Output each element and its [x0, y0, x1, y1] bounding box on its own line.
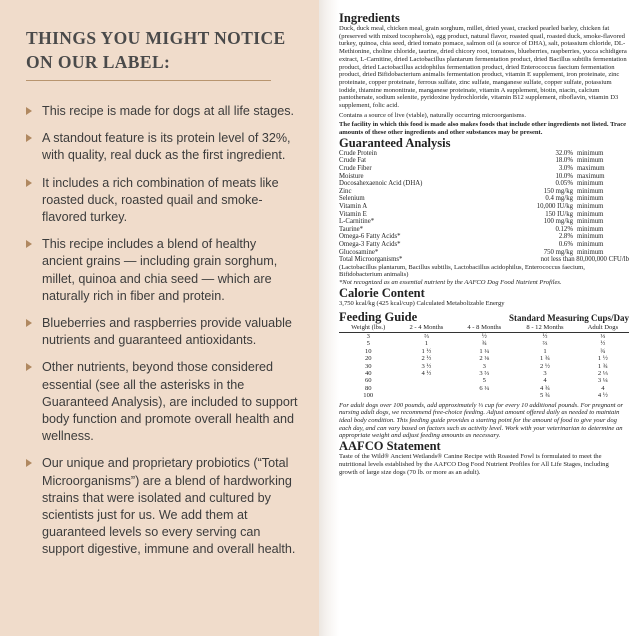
- feeding-cell: [398, 392, 456, 399]
- analysis-row: [339, 180, 629, 188]
- analysis-amount: 3.0%: [558, 165, 573, 173]
- analysis-qualifier: minimum: [577, 240, 604, 248]
- analysis-qualifier: minimum: [577, 203, 604, 210]
- feeding-cell: 1: [543, 347, 547, 355]
- feeding-cell: 3 ½: [421, 362, 432, 370]
- analysis-qualifier: minimum: [577, 180, 604, 188]
- label-callout-panel: [0, 0, 319, 636]
- facility-note: The facility in which this food is made also makes foods that include other ingredients not listed. Trace amounts of these other ingredients and other substances may be present.: [339, 121, 627, 137]
- analysis-nutrient: Moisture: [339, 172, 364, 180]
- analysis-nutrient: Omega-3 Fatty Acids*: [339, 240, 401, 248]
- analysis-qualifier: minimum: [577, 187, 604, 195]
- nutrition-label: [339, 12, 629, 632]
- feeding-row: [339, 355, 629, 362]
- analysis-nutrient: Docosahexaenoic Acid (DHA): [339, 180, 423, 188]
- feeding-cell: ⅔: [423, 332, 429, 340]
- analysis-row: [339, 211, 629, 219]
- calorie-content-text: 3,750 kcal/kg (425 kcal/cup) Calculated Metabolizable Energy: [339, 299, 505, 307]
- feeding-cell: ⅓: [600, 332, 606, 340]
- callout-text: It includes a rich combination of meats like roasted duck, roasted quail and smoke-flavored turkey.: [42, 175, 279, 225]
- analysis-amount: 18.0%: [555, 157, 573, 165]
- feeding-cell: 5: [366, 340, 370, 348]
- feeding-row: [339, 348, 629, 355]
- analysis-row: [339, 165, 629, 173]
- feeding-guide-header: [339, 311, 629, 324]
- aafco-heading: AAFCO Statement: [339, 439, 441, 454]
- analysis-qualifier: maximum: [577, 172, 605, 180]
- feeding-cell: 30: [364, 362, 372, 370]
- feeding-column-header: 2 - 4 Months: [398, 324, 456, 333]
- triangle-bullet-icon: [26, 319, 32, 327]
- feeding-column-header: Weight (lbs.): [339, 324, 398, 333]
- triangle-bullet-icon: [26, 107, 32, 115]
- analysis-row: [339, 195, 629, 203]
- analysis-qualifier: minimum: [577, 210, 604, 218]
- analysis-nutrient: Zinc: [339, 187, 352, 195]
- analysis-nutrient: Taurine*: [339, 225, 364, 233]
- callout-item: [26, 359, 298, 445]
- analysis-amount: 10,000 IU/kg: [536, 203, 573, 210]
- feeding-cell: 10: [364, 347, 372, 355]
- callout-text: Our unique and proprietary probiotics (“Total Microorganisms”) are a blend of hardworking strains that were isolated and cultured by scientists just for us. We add them at guaranteed levels so every serving can support digestive, immune and overall health.: [42, 456, 296, 557]
- callout-text: Blueberries and raspberries provide valuable nutrients and guaranteed antioxidants.: [42, 316, 292, 348]
- feeding-guide-subtitle: Standard Measuring Cups/Day: [508, 312, 629, 323]
- microorganisms-row: [339, 256, 629, 264]
- feeding-cell: 2 ½: [421, 355, 432, 363]
- feeding-cell: 80: [364, 384, 372, 392]
- guaranteed-analysis-table: [339, 150, 629, 256]
- analysis-row: [339, 226, 629, 234]
- feeding-cell: 100: [363, 392, 374, 400]
- feeding-cell: 4 ¾: [540, 384, 550, 392]
- callout-item: [26, 175, 298, 227]
- analysis-amount: 0.12%: [555, 225, 573, 233]
- feeding-cell: 4: [543, 377, 547, 385]
- feeding-cell: 20: [364, 355, 372, 363]
- feeding-cell: 3: [543, 370, 547, 377]
- microorganisms-label: Total Microorganisms*: [339, 256, 403, 264]
- analysis-nutrient: Vitamin A: [339, 203, 368, 210]
- callout-item: [26, 130, 298, 164]
- callout-item: [26, 236, 298, 305]
- feeding-cell: 1 ½: [597, 355, 608, 363]
- live-microorganisms-note: Contains a source of live (viable), naturally occurring microorganisms.: [339, 111, 527, 119]
- feeding-cell: 2 ⅓: [597, 370, 608, 377]
- heading-divider: [26, 80, 271, 81]
- feeding-cell: [398, 385, 456, 392]
- feeding-cell: ½: [600, 340, 606, 348]
- analysis-row: [339, 218, 629, 226]
- ingredients-heading: Ingredients: [339, 12, 400, 25]
- guaranteed-analysis-heading: Guaranteed Analysis: [339, 135, 451, 150]
- analysis-amount: 150 IU/kg: [545, 210, 573, 218]
- feeding-row: [339, 340, 629, 347]
- page-fold-shadow: [319, 0, 339, 636]
- analysis-amount: 0.4 mg/kg: [545, 195, 573, 203]
- feeding-row: [339, 385, 629, 392]
- analysis-nutrient: Crude Fiber: [339, 165, 372, 173]
- ga-footnote: *Not recognized as an essential nutrient by the AAFCO Dog Food Nutrient Profiles.: [339, 279, 562, 287]
- feeding-cell: ¾: [481, 340, 487, 348]
- analysis-nutrient: Crude Fat: [339, 157, 366, 165]
- analysis-row: [339, 188, 629, 196]
- analysis-nutrient: Crude Protein: [339, 149, 377, 157]
- analysis-qualifier: minimum: [577, 218, 604, 226]
- callout-item: [26, 103, 298, 120]
- analysis-row: [339, 249, 629, 257]
- analysis-nutrient: Vitamin E: [339, 210, 367, 218]
- feeding-cell: ⅔: [542, 340, 548, 348]
- feeding-cell: 2 ½: [540, 362, 550, 370]
- feeding-row: [339, 332, 629, 340]
- triangle-bullet-icon: [26, 363, 32, 371]
- analysis-qualifier: minimum: [577, 157, 604, 165]
- analysis-qualifier: maximum: [577, 165, 605, 173]
- callout-list: [26, 103, 298, 569]
- analysis-amount: 32.0%: [555, 149, 573, 157]
- analysis-row: [339, 203, 629, 211]
- feeding-cell: [398, 377, 456, 384]
- callout-text: This recipe includes a blend of healthy ancient grains — including grain sorghum, millet, quinoa and chia seed — which are naturally rich in fiber and protein.: [42, 237, 278, 303]
- feeding-cell: 3: [366, 332, 370, 340]
- feeding-guide-table: [339, 324, 629, 400]
- analysis-nutrient: Glucosamine*: [339, 248, 379, 256]
- triangle-bullet-icon: [26, 134, 32, 142]
- microorganisms-detail: (Lactobacillus plantarum, Bacillus subtilis, Lactobacillus acidophilus, Enterococcus faecium, Bifidobacterium animalis): [339, 263, 585, 279]
- feeding-cell: 1: [424, 340, 429, 348]
- analysis-amount: 750 mg/kg: [543, 248, 573, 256]
- feeding-cell: 6 ¼: [479, 384, 490, 392]
- analysis-amount: 150 mg/kg: [543, 187, 573, 195]
- feeding-cell: 1 ¾: [540, 355, 550, 363]
- feeding-cell: 4 ½: [597, 392, 608, 400]
- analysis-row: [339, 173, 629, 181]
- analysis-amount: 2.8%: [558, 233, 573, 241]
- triangle-bullet-icon: [26, 459, 32, 467]
- triangle-bullet-icon: [26, 240, 32, 248]
- analysis-nutrient: Selenium: [339, 195, 365, 203]
- feeding-cell: [455, 392, 513, 399]
- feeding-cell: 5: [482, 377, 486, 385]
- feeding-cell: ½: [542, 332, 548, 340]
- triangle-bullet-icon: [26, 179, 32, 187]
- analysis-amount: 100 mg/kg: [543, 218, 573, 226]
- analysis-nutrient: Omega-6 Fatty Acids*: [339, 233, 401, 241]
- panel-heading: THINGS YOU MIGHT NOTICE ON OUR LABEL:: [26, 28, 286, 72]
- feeding-cell: 3 ⅔: [479, 370, 490, 377]
- analysis-amount: 0.05%: [555, 180, 573, 188]
- callout-text: This recipe is made for dogs at all life stages.: [42, 104, 294, 118]
- feeding-guide-note: For adult dogs over 100 pounds, add approximately ⅓ cup for every 10 additional pounds. For pregnant or nursing adult dogs, we recommend free-choice feeding. Adjust amount offered daily as needed to maintain ideal body condition. This feeding guide provides a starting point for the amount of food to give your dog each day, and can vary based on factors such as activity level. Work with your veterinarian to determine an appropriate weight and adjust feeding amounts as necessary.: [339, 401, 624, 440]
- ingredients-text: Duck, duck meal, chicken meal, grain sorghum, millet, dried yeast, cracked pearled barley, chicken fat (preserved with mixed tocopherols), egg product, natural flavor, roasted quail, roasted duck, smoke-flavored turkey, quinoa, chia seed, dried tomato pomace, salmon oil (a source of DHA), salt, potassium chloride, DL-Methionine, choline chloride, taurine, dried chicory root, tomatoes, blueberries, raspberries, yucca schidigera extract, L-Carnitine, dried Lactobacillus plantarum fermentation product, dried Bacillus subtilis fermentation product, dried Lactobacillus acidophilus fermentation product, dried Enterococcus faecium fermentation product, dried Bifidobacterium animalis fermentation product, vitamin E supplement, iron proteinate, zinc proteinate, copper proteinate, ferrous sulfate, zinc sulfate, manganese sulfate, copper sulfate, potassium iodide, thiamine mononitrate, manganese proteinate, vitamin A supplement, biotin, niacin, calcium pantothenate, sodium selenite, pyridoxine hydrochloride, vitamin B12 supplement, riboflavin, vitamin D3 supplement, folic acid.: [339, 25, 627, 110]
- feeding-cell: 2 ⅛: [479, 355, 490, 363]
- aafco-text: Taste of the Wild® Ancient Wetlands® Canine Recipe with Roasted Fowl is formulated to meet the nutritional levels established by the AAFCO Dog Food Nutrient Profiles for All Life Stages, including growth of large size dogs (70 lb. or more as an adult).: [339, 453, 609, 476]
- feeding-column-header: 4 - 8 Months: [455, 324, 513, 333]
- feeding-guide-heading: Feeding Guide: [339, 309, 418, 324]
- analysis-amount: 0.6%: [558, 240, 573, 248]
- analysis-qualifier: minimum: [577, 225, 604, 233]
- analysis-amount: 10.0%: [555, 172, 573, 180]
- feeding-cell: 5 ¾: [540, 392, 550, 400]
- feeding-column-header: Adult Dogs: [577, 324, 629, 333]
- feeding-column-header: 8 - 12 Months: [513, 324, 577, 333]
- analysis-nutrient: L-Carnitine*: [339, 218, 375, 226]
- feeding-cell: 4 ½: [421, 370, 432, 377]
- analysis-qualifier: minimum: [577, 195, 604, 203]
- feeding-cell: 1 ½: [421, 347, 432, 355]
- feeding-cell: 4: [601, 384, 605, 392]
- callout-text: A standout feature is its protein level of 32%, with quality, real duck as the first ingredient.: [42, 131, 291, 163]
- feeding-cell: 3: [482, 362, 486, 370]
- feeding-cell: 3 ¼: [597, 377, 608, 385]
- calorie-content-heading: Calorie Content: [339, 285, 425, 300]
- feeding-cell: 1 ¾: [597, 362, 608, 370]
- feeding-row: [339, 363, 629, 370]
- analysis-qualifier: minimum: [577, 149, 604, 157]
- analysis-row: [339, 157, 629, 165]
- feeding-cell: ¾: [600, 347, 606, 355]
- feeding-cell: ½: [481, 332, 487, 340]
- feeding-row: [339, 370, 629, 377]
- callout-item: [26, 315, 298, 349]
- feeding-row: [339, 392, 629, 399]
- feeding-row: [339, 377, 629, 384]
- analysis-qualifier: minimum: [577, 248, 604, 256]
- callout-text: Other nutrients, beyond those considered essential (see all the asterisks in the Guaranteed Analysis), are included to support body function and promote overall health and wellness.: [42, 360, 298, 444]
- microorganisms-value: not less than 80,000,000 CFU/lb: [540, 256, 629, 264]
- feeding-cell: 1 ¼: [479, 347, 490, 355]
- analysis-qualifier: minimum: [577, 233, 604, 241]
- analysis-row: [339, 233, 629, 241]
- feeding-cell: 40: [364, 370, 372, 377]
- feeding-cell: 60: [364, 377, 372, 385]
- callout-item: [26, 455, 298, 558]
- analysis-row: [339, 241, 629, 249]
- analysis-row: [339, 150, 629, 158]
